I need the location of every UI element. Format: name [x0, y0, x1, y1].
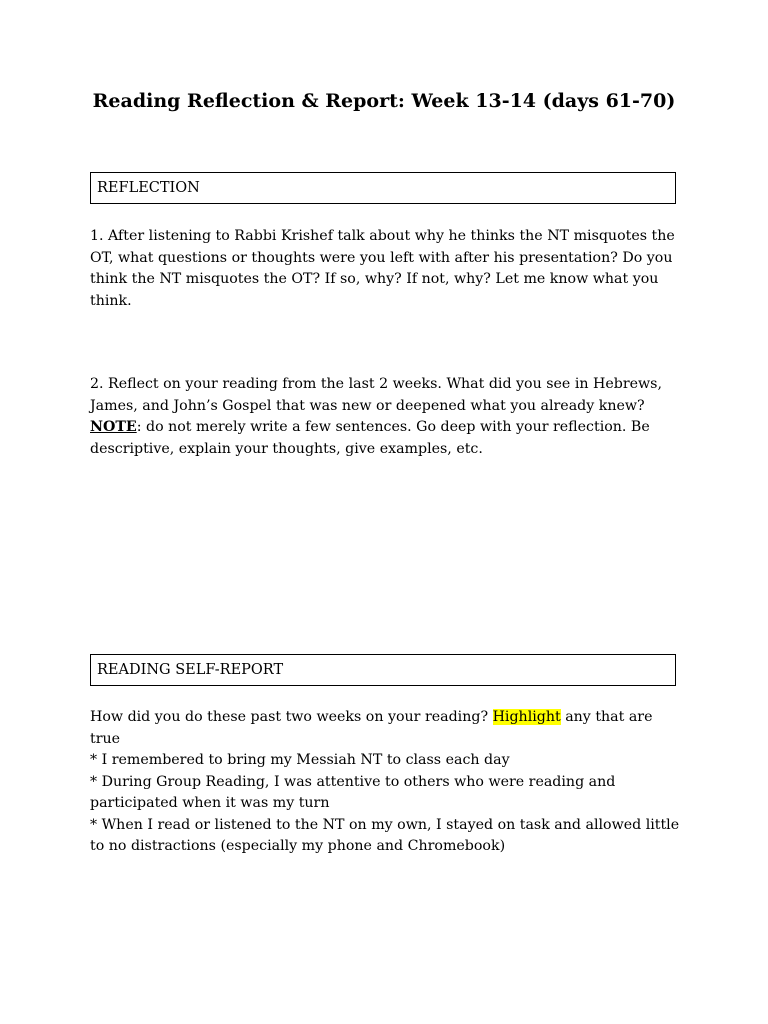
highlight-word: Highlight [492, 709, 561, 725]
prompt-after: any that are true [90, 709, 653, 747]
reflection-question-2: 2. Reflect on your reading from the last 2 weeks. What did you see in Hebrews, James, and John’s Gospel that was new or deepened what you already knew? [90, 376, 662, 414]
page-title: Reading Reflection & Report: Week 13-14 (days 61-70) [92, 90, 676, 112]
prompt-before: How did you do these past two weeks on your reading? [90, 709, 493, 725]
note-label: NOTE [90, 419, 137, 435]
self-report-heading-box [90, 654, 676, 686]
reflection-heading-box [90, 172, 676, 204]
reflection-question-2-block [90, 374, 680, 460]
self-report-prompt [90, 707, 680, 750]
list-item: * During Group Reading, I was attentive to others who were reading and participated when it was my turn [90, 773, 616, 811]
reflection-heading: REFLECTION [97, 180, 200, 196]
note-text: : do not merely write a few sentences. Go deep with your reflection. Be descriptive, explain your thoughts, give examples, etc. [90, 419, 650, 457]
self-report-heading: READING SELF-REPORT [97, 662, 284, 678]
reflection-question-1: 1. After listening to Rabbi Krishef talk about why he thinks the NT misquotes the OT, what questions or thoughts were you left with after his presentation? Do you think the NT misquotes the OT? If so, why? If not, why? Let me know what you think. [90, 228, 675, 309]
list-item: * I remembered to bring my Messiah NT to class each day [90, 752, 510, 768]
list-item: * When I read or listened to the NT on my own, I stayed on task and allowed little to no distractions (especially my phone and Chromebook) [90, 816, 680, 854]
self-report-list [90, 750, 680, 858]
